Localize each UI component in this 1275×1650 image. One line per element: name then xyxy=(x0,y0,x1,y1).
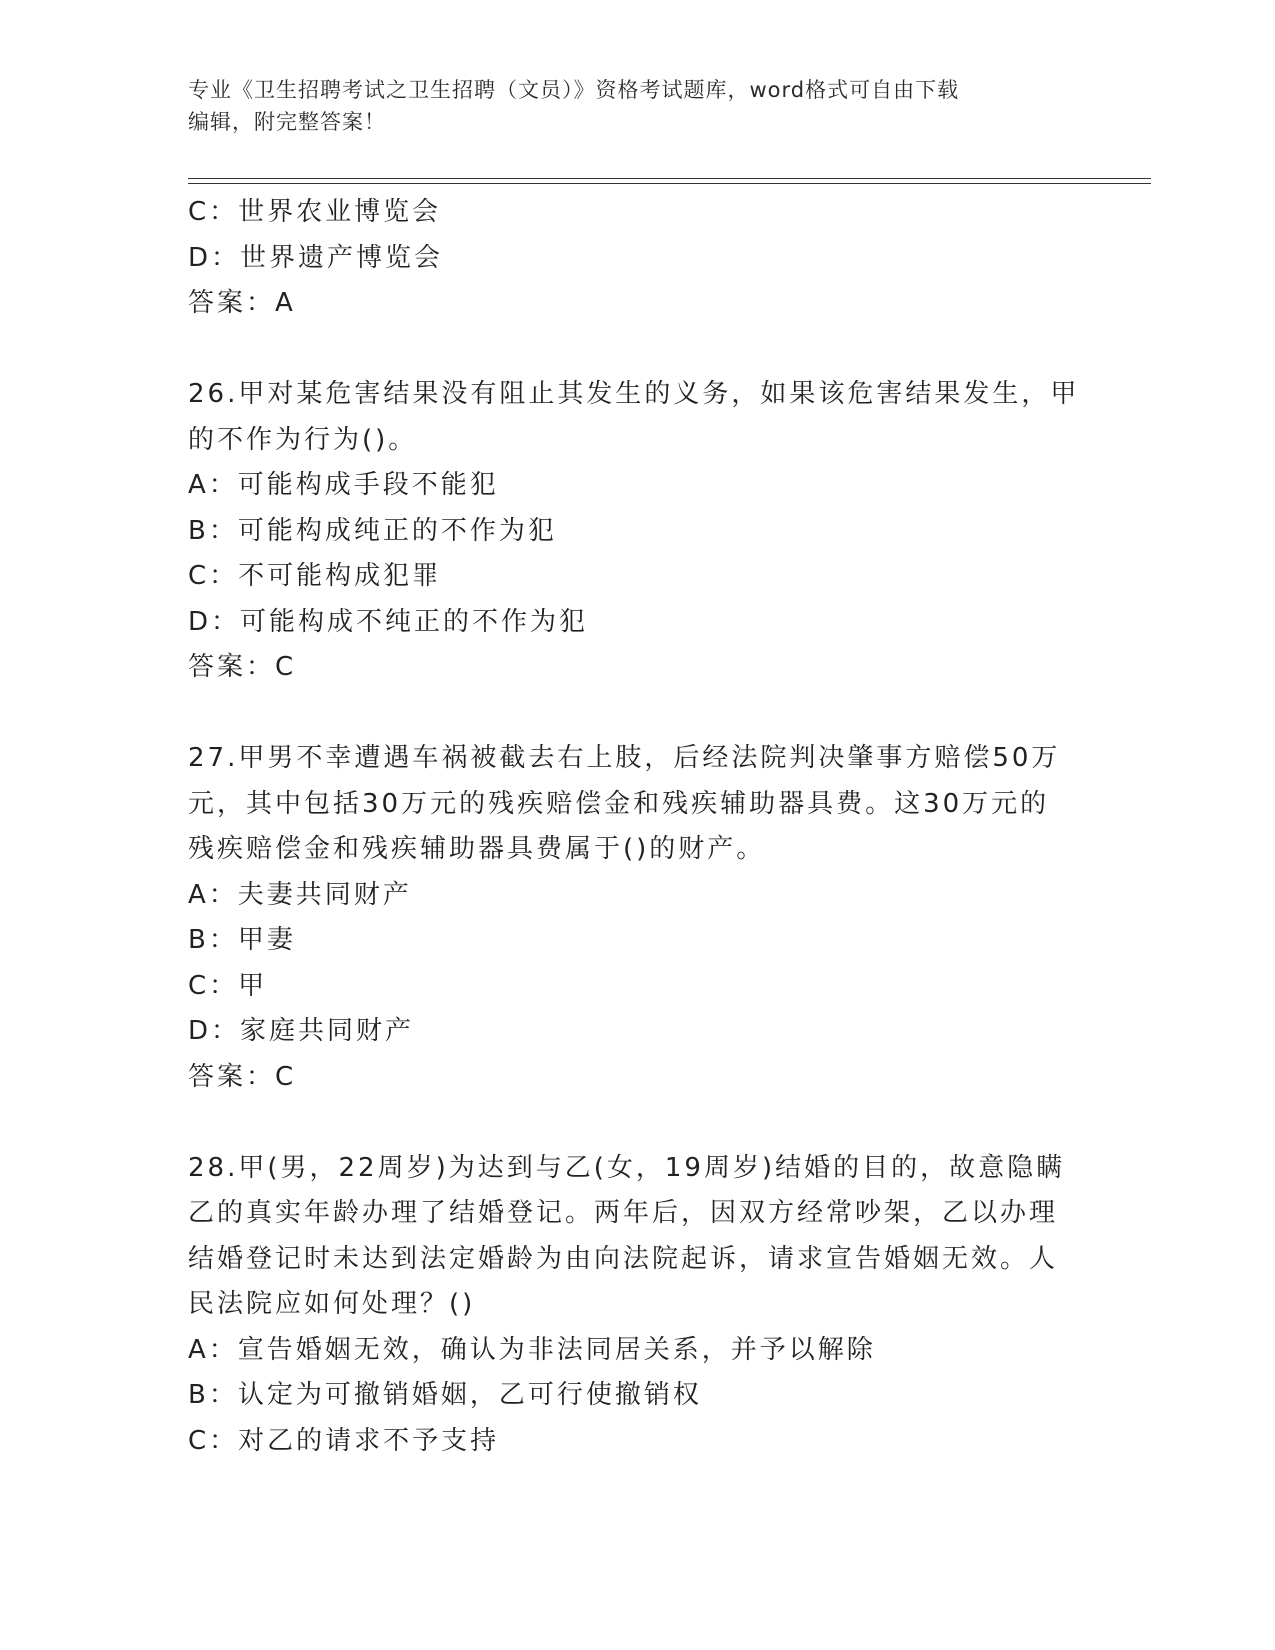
question-text-line: 27.甲男不幸遭遇车祸被截去右上肢，后经法院判决肇事方赔偿50万 xyxy=(188,743,1061,773)
spacer xyxy=(188,327,1088,373)
header-divider-top xyxy=(188,178,1151,179)
document-header xyxy=(188,74,1088,138)
question-26 xyxy=(188,372,1088,691)
answer: 答案：A xyxy=(188,288,296,318)
option-d: D：世界遗产博览会 xyxy=(188,242,444,273)
option-c: C：不可能构成犯罪 xyxy=(188,561,442,591)
question-content xyxy=(188,190,1088,1464)
question-text-line: 的不作为行为()。 xyxy=(188,424,418,455)
question-text-line: 民法院应如何处理？() xyxy=(188,1289,476,1319)
header-line-2: 编辑，附完整答案！ xyxy=(188,110,386,134)
question-text-line: 28.甲(男，22周岁)为达到与乙(女，19周岁)结婚的目的，故意隐瞒 xyxy=(188,1152,1066,1183)
question-25 xyxy=(188,190,1088,327)
option-a: A：夫妻共同财产 xyxy=(188,879,412,910)
option-c: C：世界农业博览会 xyxy=(188,197,442,227)
option-b: B：可能构成纯正的不作为犯 xyxy=(188,515,557,546)
option-c: C：对乙的请求不予支持 xyxy=(188,1425,500,1456)
question-text-line: 结婚登记时未达到法定婚龄为由向法院起诉，请求宣告婚姻无效。人 xyxy=(188,1243,1059,1274)
question-text-line: 残疾赔偿金和残疾辅助器具费属于()的财产。 xyxy=(188,834,766,864)
option-d: D：可能构成不纯正的不作为犯 xyxy=(188,606,589,637)
answer: 答案：C xyxy=(188,652,297,682)
question-27 xyxy=(188,736,1088,1100)
option-b: B：认定为可撤销婚姻，乙可行使撤销权 xyxy=(188,1380,702,1410)
option-c: C：甲 xyxy=(188,970,268,1001)
option-a: A：可能构成手段不能犯 xyxy=(188,470,499,500)
option-b: B：甲妻 xyxy=(188,925,296,955)
option-d: D：家庭共同财产 xyxy=(188,1016,415,1046)
question-text-line: 乙的真实年龄办理了结婚登记。两年后，因双方经常吵架，乙以办理 xyxy=(188,1198,1059,1228)
header-divider-bottom xyxy=(188,183,1151,184)
question-text-line: 26.甲对某危害结果没有阻止其发生的义务，如果该危害结果发生，甲 xyxy=(188,379,1080,409)
answer: 答案：C xyxy=(188,1061,297,1092)
option-a: A：宣告婚姻无效，确认为非法同居关系，并予以解除 xyxy=(188,1334,876,1365)
spacer xyxy=(188,1100,1088,1146)
question-28 xyxy=(188,1146,1088,1465)
question-text-line: 元，其中包括30万元的残疾赔偿金和残疾辅助器具费。这30万元的 xyxy=(188,788,1050,819)
header-line-1: 专业《卫生招聘考试之卫生招聘（文员）》资格考试题库，word格式可自由下载 xyxy=(188,78,960,102)
spacer xyxy=(188,691,1088,737)
